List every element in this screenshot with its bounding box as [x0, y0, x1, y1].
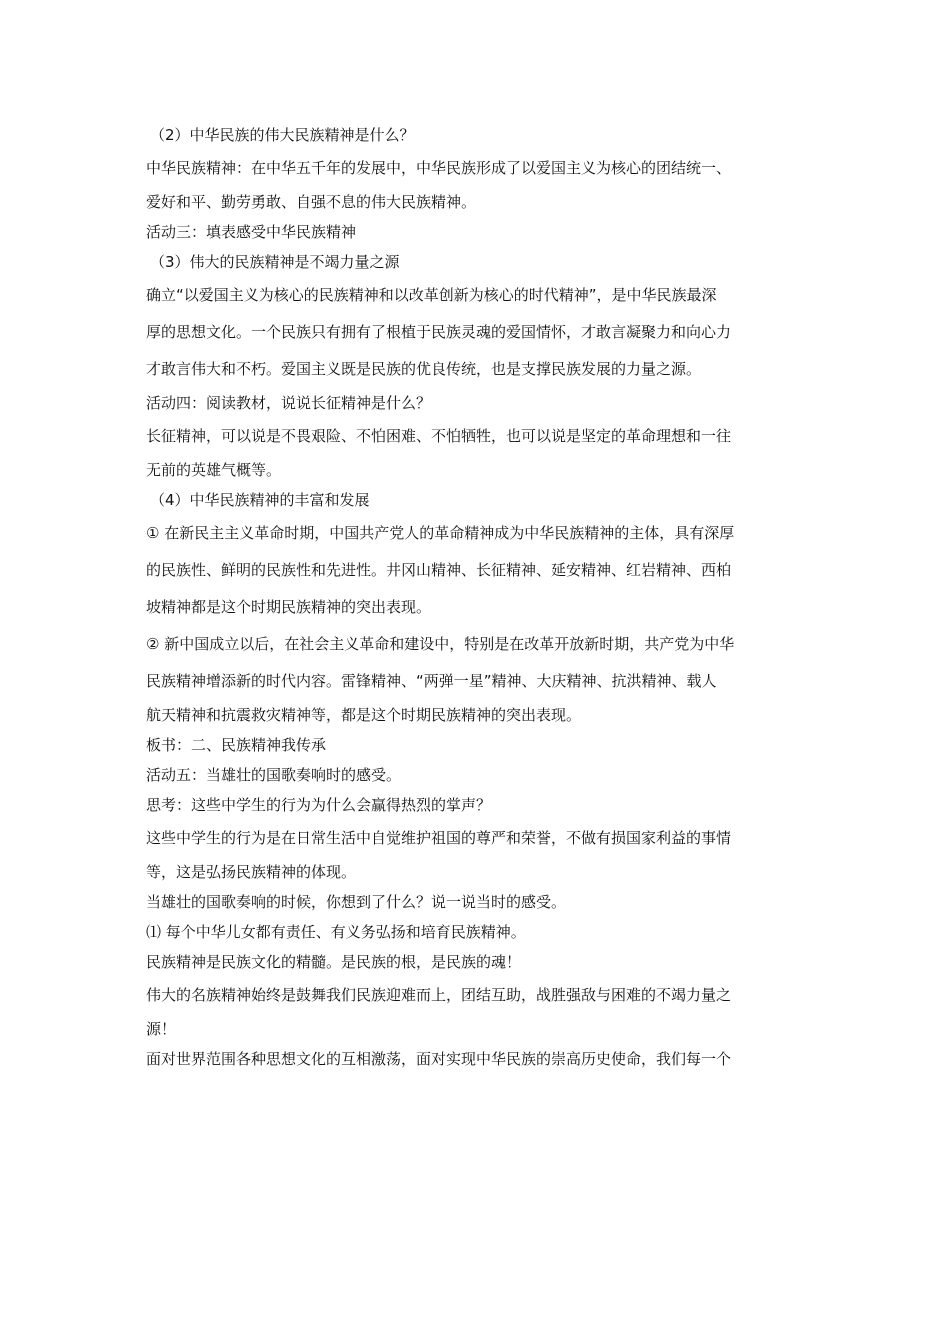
- paragraph-line: 等，这是弘扬民族精神的体现。: [146, 863, 357, 881]
- question-line: 思考：这些中学生的行为为什么会赢得热烈的掌声？: [146, 796, 492, 814]
- list-item: ⑴ 每个中华儿女都有责任、有义务弘扬和培育民族精神。: [146, 923, 526, 941]
- document-body: [146, 120, 810, 1074]
- paragraph-line: 民族精神是民族文化的精髓。是民族的根，是民族的魂！: [146, 953, 522, 971]
- heading-4: （4）中华民族精神的丰富和发展: [150, 491, 370, 509]
- paragraph-line: 这些中学生的行为是在日常生活中自觉维护祖国的尊严和荣誉，不做有损国家利益的事情: [146, 829, 732, 847]
- paragraph-line: 航天精神和抗震救灾精神等，都是这个时期民族精神的突出表现。: [146, 706, 582, 724]
- heading-3: （3）伟大的民族精神是不竭力量之源: [150, 253, 400, 271]
- paragraph-line: 厚的思想文化。一个民族只有拥有了根植于民族灵魂的爱国情怀，才敢言凝聚力和向心力: [146, 323, 732, 341]
- paragraph-line: 才敢言伟大和不朽。爱国主义既是民族的优良传统，也是支撑民族发展的力量之源。: [146, 360, 702, 378]
- paragraph-line: 伟大的名族精神始终是鼓舞我们民族迎难而上，团结互助，战胜强敌与困难的不竭力量之: [146, 986, 732, 1004]
- paragraph-line: 民族精神增添新的时代内容。雷锋精神、“两弹一星”精神、大庆精神、抗洪精神、载人: [146, 672, 717, 690]
- board-heading: 板书：二、民族精神我传承: [146, 736, 327, 754]
- paragraph-line: ② 新中国成立以后，在社会主义革命和建设中，特别是在改革开放新时期，共产党为中华: [146, 635, 735, 653]
- activity-heading: 活动五：当雄壮的国歌奏响时的感受。: [146, 766, 402, 784]
- paragraph-line: 源！: [146, 1020, 177, 1038]
- paragraph-line: 面对世界范围各种思想文化的互相激荡，面对实现中华民族的崇高历史使命，我们每一个: [146, 1050, 732, 1068]
- heading-2: （2）中华民族的伟大民族精神是什么？: [150, 126, 415, 144]
- activity-heading: 活动四：阅读教材，说说长征精神是什么？: [146, 394, 432, 412]
- paragraph-line: 当雄壮的国歌奏响的时候，你想到了什么？说一说当时的感受。: [146, 893, 567, 911]
- paragraph-line: 长征精神，可以说是不畏艰险、不怕困难、不怕牺牲，也可以说是坚定的革命理想和一往: [146, 427, 732, 445]
- paragraph-line: 爱好和平、勤劳勇敢、自强不息的伟大民族精神。: [146, 193, 477, 211]
- paragraph-line: 无前的英雄气概等。: [146, 461, 282, 479]
- paragraph-line: 坡精神都是这个时期民族精神的突出表现。: [146, 598, 432, 616]
- paragraph-line: 中华民族精神：在中华五千年的发展中，中华民族形成了以爱国主义为核心的团结统一、: [146, 159, 732, 177]
- paragraph-line: 确立“以爱国主义为核心的民族精神和以改革创新为核心的时代精神”，是中华民族最深: [146, 286, 717, 304]
- paragraph-line: ① 在新民主主义革命时期，中国共产党人的革命精神成为中华民族精神的主体，具有深厚: [146, 524, 735, 542]
- activity-heading: 活动三：填表感受中华民族精神: [146, 223, 357, 241]
- paragraph-line: 的民族性、鲜明的民族性和先进性。井冈山精神、长征精神、延安精神、红岩精神、西柏: [146, 561, 732, 579]
